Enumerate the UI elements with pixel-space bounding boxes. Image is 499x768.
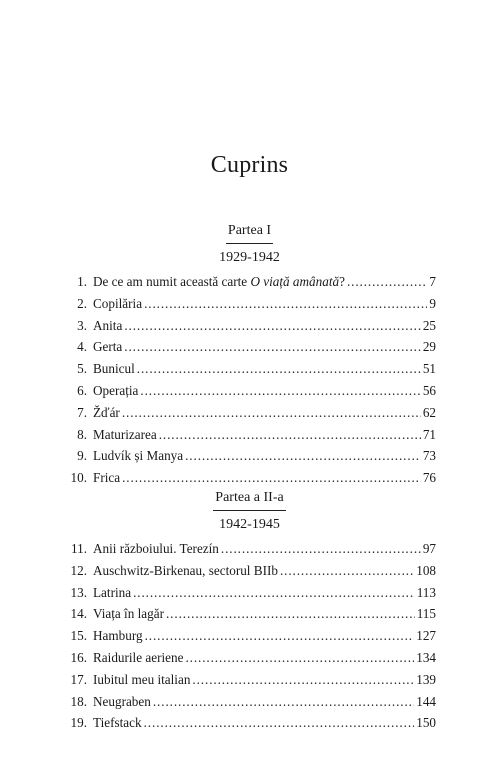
toc-entry-number: 1. bbox=[77, 274, 87, 289]
toc-entry[interactable] bbox=[70, 541, 436, 563]
part-2-header bbox=[0, 488, 499, 533]
toc-entry-title bbox=[93, 427, 157, 443]
toc-entry[interactable] bbox=[70, 694, 436, 716]
toc-dot-leader bbox=[137, 361, 421, 377]
toc-entry[interactable] bbox=[70, 383, 436, 405]
toc-entry[interactable] bbox=[70, 628, 436, 650]
toc-entry-title bbox=[93, 361, 135, 377]
toc-entry[interactable] bbox=[70, 650, 436, 672]
toc-entry-title bbox=[93, 405, 120, 421]
part-1-toc-list bbox=[70, 274, 436, 492]
toc-entry-number: 10. bbox=[70, 470, 87, 486]
toc-entry-title-text: Copilăria bbox=[93, 295, 143, 311]
toc-entry-title bbox=[93, 563, 278, 579]
toc-entry-page-number: 134 bbox=[416, 649, 436, 665]
toc-entry-number: 4. bbox=[77, 339, 87, 355]
toc-entry-title-text: Tiefstack bbox=[93, 715, 142, 731]
toc-entry-title bbox=[93, 672, 190, 688]
toc-entry-page-number: 115 bbox=[416, 606, 436, 622]
toc-dot-leader bbox=[133, 585, 415, 601]
part-2-years: 1942-1945 bbox=[219, 517, 280, 532]
toc-dot-leader bbox=[145, 628, 415, 644]
toc-entry-page-number: 62 bbox=[422, 404, 436, 420]
toc-entry-title bbox=[93, 470, 120, 486]
toc-entry-title-text: Gerta bbox=[93, 339, 123, 355]
toc-entry-title-text: Viața în lagăr bbox=[93, 606, 164, 622]
toc-entry-title-text: Neugraben bbox=[93, 693, 151, 709]
toc-entry-page-number: 25 bbox=[422, 317, 436, 333]
toc-entry[interactable] bbox=[70, 405, 436, 427]
toc-entry-title bbox=[93, 606, 164, 622]
toc-entry-page-number: 97 bbox=[422, 541, 436, 556]
toc-entry-title bbox=[93, 274, 345, 290]
toc-entry-title-text: Anita bbox=[93, 317, 123, 333]
toc-entry-title bbox=[93, 715, 142, 731]
toc-entry-title bbox=[93, 448, 183, 464]
toc-entry-page-number: 144 bbox=[416, 693, 436, 709]
toc-entry-title-text: Maturizarea bbox=[93, 426, 157, 442]
page-title: Cuprins bbox=[210, 152, 289, 178]
toc-entry-title bbox=[93, 628, 143, 644]
toc-dot-leader bbox=[347, 274, 427, 290]
toc-entry-number: 5. bbox=[77, 361, 87, 377]
toc-entry-number: 16. bbox=[70, 649, 87, 665]
toc-entry-page-number: 56 bbox=[422, 382, 436, 398]
toc-entry[interactable] bbox=[70, 563, 436, 585]
part-2-toc-list bbox=[70, 541, 436, 737]
toc-entry-number: 12. bbox=[70, 562, 87, 578]
toc-entry[interactable] bbox=[70, 448, 436, 470]
toc-entry-page-number: 108 bbox=[416, 562, 436, 578]
toc-entry-page-number: 139 bbox=[416, 671, 436, 687]
toc-entry-title-text: Ludvík și Manya bbox=[93, 448, 184, 464]
toc-entry-title-text: Latrina bbox=[93, 584, 132, 600]
part-1-years: 1929-1942 bbox=[219, 250, 280, 265]
toc-entry-number: 11. bbox=[71, 541, 87, 556]
toc-dot-leader bbox=[122, 405, 421, 421]
toc-entry[interactable] bbox=[70, 585, 436, 607]
toc-entry-page-number: 127 bbox=[416, 628, 436, 644]
toc-entry-number: 13. bbox=[70, 584, 87, 600]
toc-entry-page-number: 9 bbox=[429, 295, 436, 311]
toc-entry-number: 6. bbox=[77, 382, 87, 398]
toc-entry[interactable] bbox=[70, 606, 436, 628]
toc-entry-title-text: Auschwitz-Birkenau, sectorul BIIb bbox=[93, 562, 278, 578]
toc-entry-title-text: Frica bbox=[93, 470, 121, 486]
toc-dot-leader bbox=[124, 318, 421, 334]
toc-entry-title bbox=[93, 383, 138, 399]
toc-dot-leader bbox=[185, 448, 421, 464]
toc-entry-page-number: 113 bbox=[416, 584, 436, 600]
toc-entry-number: 3. bbox=[77, 317, 87, 333]
toc-dot-leader bbox=[153, 694, 414, 710]
part-1-header bbox=[0, 221, 499, 266]
toc-dot-leader bbox=[221, 541, 421, 557]
toc-entry-title-text: De ce am numit această carte bbox=[93, 274, 251, 289]
toc-dot-leader bbox=[122, 470, 421, 486]
toc-entry-number: 7. bbox=[77, 404, 87, 420]
toc-entry-title bbox=[93, 650, 183, 666]
toc-entry-title bbox=[93, 318, 122, 334]
toc-entry[interactable] bbox=[70, 296, 436, 318]
toc-entry-number: 14. bbox=[70, 606, 87, 622]
toc-dot-leader bbox=[144, 715, 415, 731]
toc-entry[interactable] bbox=[70, 672, 436, 694]
toc-entry[interactable] bbox=[70, 274, 436, 296]
toc-entry-title bbox=[93, 585, 131, 601]
toc-entry-number: 9. bbox=[77, 448, 87, 464]
toc-dot-leader bbox=[159, 427, 421, 443]
toc-entry-number: 18. bbox=[70, 693, 87, 709]
toc-entry-title-text: Anii războiului. Terezín bbox=[93, 541, 219, 556]
toc-entry-number: 8. bbox=[77, 426, 87, 442]
toc-dot-leader bbox=[166, 606, 415, 622]
toc-entry-title bbox=[93, 296, 142, 312]
toc-entry-title-text: Žďár bbox=[93, 404, 120, 420]
toc-entry[interactable] bbox=[70, 361, 436, 383]
toc-entry[interactable] bbox=[70, 427, 436, 449]
toc-entry-title bbox=[93, 339, 122, 355]
toc-entry-page-number: 29 bbox=[422, 339, 436, 355]
toc-dot-leader bbox=[192, 672, 414, 688]
toc-entry-title-italic: O viață amânată bbox=[250, 274, 340, 289]
toc-entry-number: 17. bbox=[70, 671, 87, 687]
toc-dot-leader bbox=[124, 339, 421, 355]
toc-entry-title-text: Bunicul bbox=[93, 361, 135, 377]
toc-entry-title-suffix: ? bbox=[339, 274, 345, 289]
toc-entry-number: 15. bbox=[70, 628, 87, 644]
toc-entry-page-number: 51 bbox=[422, 361, 436, 377]
toc-entry-title bbox=[93, 694, 151, 710]
toc-entry[interactable] bbox=[70, 318, 436, 340]
toc-entry[interactable] bbox=[70, 339, 436, 361]
toc-entry-page-number: 73 bbox=[422, 448, 436, 464]
toc-dot-leader bbox=[140, 383, 420, 399]
toc-entry-page-number: 7 bbox=[429, 274, 436, 289]
toc-entry-title-text: Iubitul meu italian bbox=[93, 671, 191, 687]
part-1-label: Partea I bbox=[226, 223, 273, 244]
toc-entry-title bbox=[93, 541, 219, 557]
toc-entry[interactable] bbox=[70, 715, 436, 737]
toc-dot-leader bbox=[280, 563, 414, 579]
toc-entry-page-number: 76 bbox=[422, 470, 436, 486]
toc-entry-page-number: 150 bbox=[416, 715, 436, 731]
toc-entry-number: 2. bbox=[77, 295, 87, 311]
part-2-label: Partea a II-a bbox=[213, 490, 285, 511]
toc-entry-title-text: Hamburg bbox=[93, 628, 143, 644]
toc-dot-leader bbox=[144, 296, 427, 312]
toc-entry-title-text: Operația bbox=[93, 382, 139, 398]
toc-entry-page-number: 71 bbox=[422, 426, 436, 442]
toc-entry-number: 19. bbox=[70, 715, 87, 731]
toc-dot-leader bbox=[185, 650, 414, 666]
toc-entry-title-text: Raidurile aeriene bbox=[93, 649, 184, 665]
